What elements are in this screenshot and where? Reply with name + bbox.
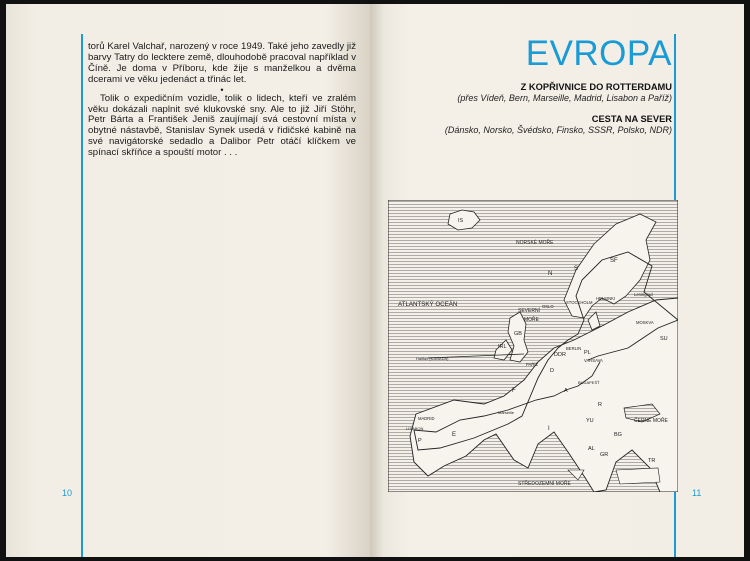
- label-stockholm: STOCKHOLM: [566, 300, 593, 305]
- route1-subtitle: (přes Vídeň, Bern, Marseille, Madrid, Lisabon a Paříž): [457, 93, 672, 103]
- label-leningrad: Leningrad: [634, 292, 653, 297]
- label-moskva: MOSKVA: [636, 320, 654, 325]
- label-berlin: BERLIN: [566, 346, 582, 351]
- right-page: [370, 4, 744, 557]
- label-halifax: Halifax (KANADA): [416, 356, 449, 361]
- label-budapest: BUDAPEŠŤ: [578, 380, 600, 385]
- label-madrid: MADRID: [418, 416, 435, 421]
- left-margin-rule: [81, 34, 83, 557]
- europe-route-map: [388, 200, 678, 492]
- label-bg: BG: [614, 432, 622, 438]
- left-body-text: [88, 42, 356, 159]
- label-black-sea: ČERNÉ MOŘE: [634, 418, 668, 424]
- label-r: R: [598, 402, 602, 408]
- label-tr: TR: [648, 458, 656, 464]
- page-number-right: 11: [692, 488, 702, 498]
- label-lisabon: LISABON: [406, 426, 424, 431]
- label-north-sea-2: MOŘE: [524, 317, 539, 323]
- label-p: P: [418, 438, 422, 444]
- label-ddr: DDR: [554, 352, 566, 358]
- label-a: A: [564, 388, 568, 394]
- label-helsinki: HELSINKI: [596, 296, 616, 301]
- page-number-left: 10: [62, 488, 73, 498]
- label-gb: GB: [514, 331, 522, 337]
- label-e: E: [452, 432, 457, 438]
- label-is: IS: [458, 218, 464, 224]
- page-title: EVROPA: [525, 34, 672, 73]
- label-i: I: [548, 426, 550, 432]
- label-pl: PL: [584, 350, 591, 356]
- label-n: N: [548, 271, 553, 277]
- label-sf: SF: [610, 258, 618, 264]
- paragraph-1: torů Karel Valchař, narozený v roce 1949. Také jeho zavedly již barvy Tatry do lecktere země, dlouhodobě pracoval například v Číně. Je doma v Příboru, kde žije s manželkou a dvěma dcerami ve věku jedenáct a třinác let.: [88, 41, 356, 85]
- label-s: S: [574, 266, 579, 272]
- label-atlantic: ATLANTSKÝ OCEÁN: [398, 301, 458, 308]
- map-svg: [388, 200, 678, 492]
- label-oslo: OSLO: [542, 304, 554, 309]
- label-pariz: PAŘÍŽ: [526, 362, 539, 367]
- route2-heading: CESTA NA SEVER: [591, 114, 672, 124]
- route1-heading: Z KOPŘIVNICE DO ROTTERDAMU: [520, 82, 672, 92]
- label-yu: YU: [586, 418, 594, 424]
- section-separator: •: [220, 84, 224, 95]
- turkey-shape: [616, 468, 660, 484]
- route2-subtitle: (Dánsko, Norsko, Švédsko, Finsko, SSSR, Polsko, NDR): [444, 125, 672, 135]
- label-mediterranean: STŘEDOZEMNÍ MOŘE: [518, 481, 571, 487]
- paragraph-2: Tolik o expedičním vozidle, tolik o lidech, kteří ve zralém věku dokázali naplnit své klukovské sny. Ale to již Jiří Stöhr, Petr Bárta a František Jeniš zaujímají svá cestovní místa v obytné nástavbě, Stanislav Synek usedá v řidičské kabině na své navigátorské sedadlo a Dalibor Petr otáčí klíčkem ve spínací skříňce a spouští motor . . .: [88, 92, 356, 159]
- label-norwegian-sea: NORSKÉ MOŘE: [516, 240, 554, 246]
- book-spread: [6, 4, 744, 557]
- label-marseille: Marseille: [498, 410, 515, 415]
- label-irl: IRL: [498, 344, 507, 350]
- label-su: SU: [660, 336, 668, 342]
- label-f: F: [512, 388, 516, 394]
- label-al: AL: [588, 446, 595, 452]
- label-d: D: [550, 368, 554, 374]
- label-north-sea-1: SEVERNÍ: [518, 308, 540, 314]
- label-gr: GR: [600, 452, 609, 458]
- label-varsava: VARŠAVA: [584, 358, 603, 363]
- left-page: [6, 4, 370, 557]
